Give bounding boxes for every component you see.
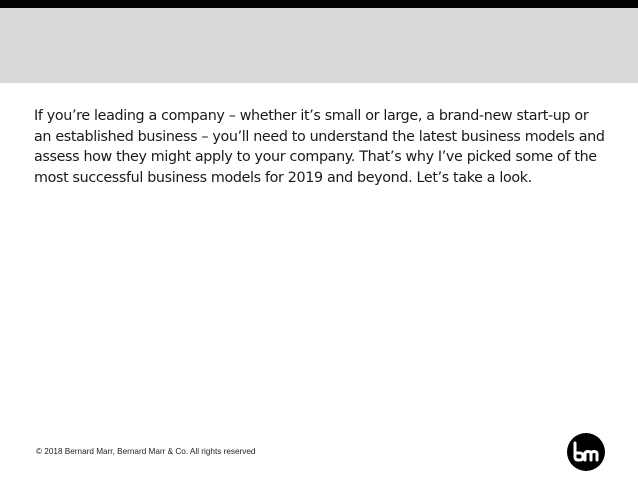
bm-logo-icon <box>566 432 606 472</box>
copyright-footer: © 2018 Bernard Marr, Bernard Marr & Co. All rights reserved <box>36 447 256 456</box>
body-line: most successful business models for 2019 and beyond. Let’s take a look. <box>34 169 532 186</box>
top-bar <box>0 0 638 8</box>
body-line: an established business – you’ll need to understand the latest business models and <box>34 128 605 145</box>
body-paragraph <box>34 106 614 188</box>
header-band <box>0 8 638 83</box>
body-line: assess how they might apply to your company. That’s why I’ve picked some of the <box>34 149 597 165</box>
body-line: If you’re leading a company – whether it’s small or large, a brand-new start-up or <box>34 108 589 124</box>
